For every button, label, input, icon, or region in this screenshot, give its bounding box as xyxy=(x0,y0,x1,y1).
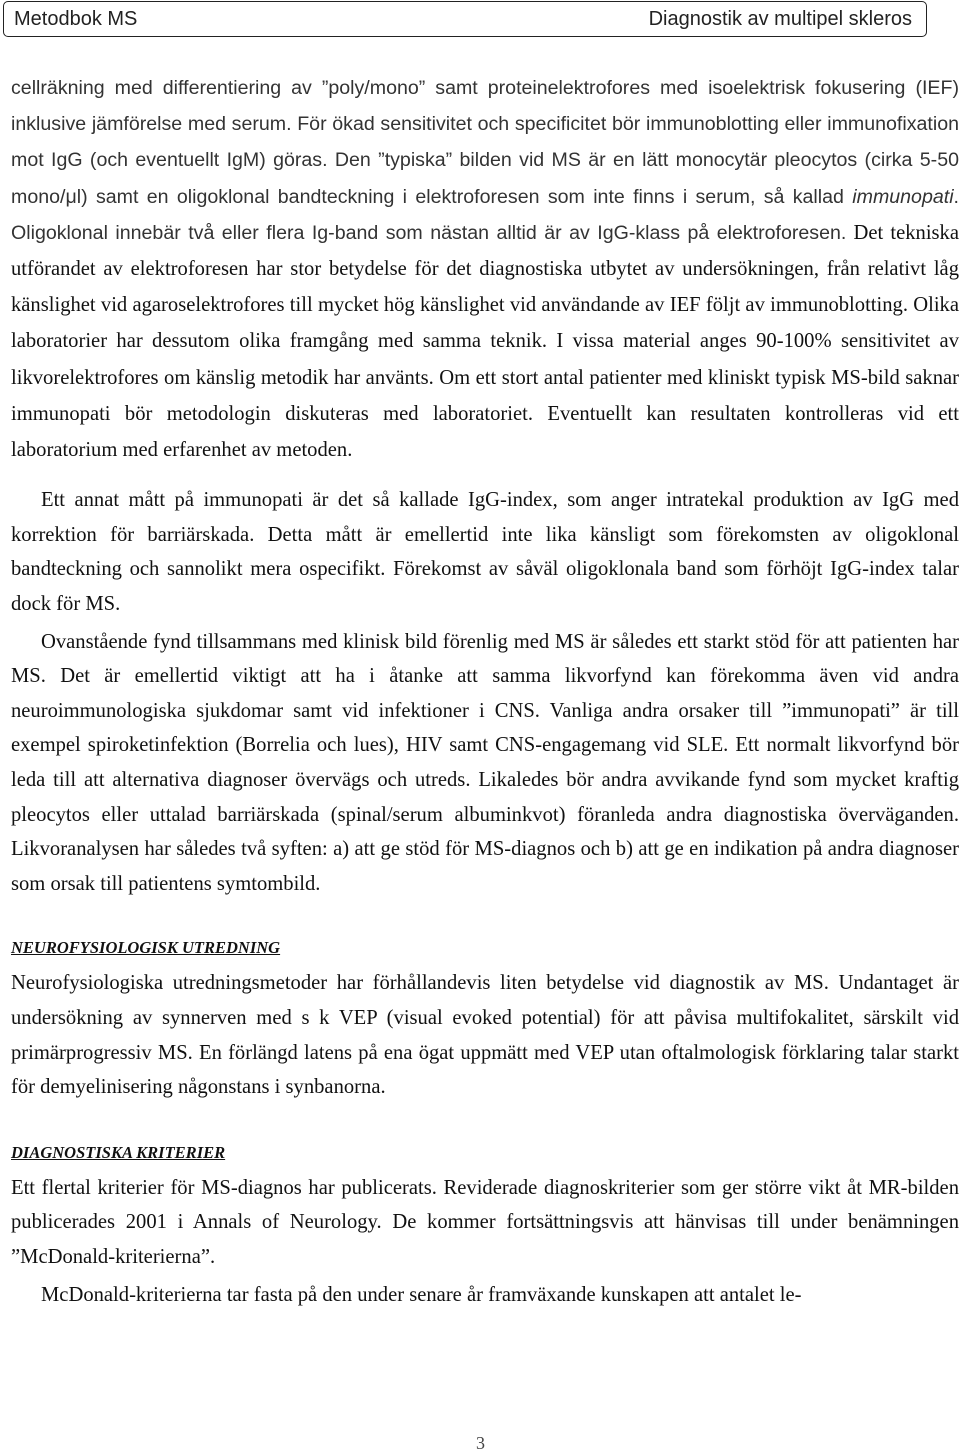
paragraph-text: . Oligoklonal innebär två eller flera Ig-band som nästan alltid är av IgG-klass på elektroforesen. xyxy=(11,185,959,244)
page-number: 3 xyxy=(476,1433,485,1453)
paragraph-igg-index: Ett annat mått på immunopati är det så kallade IgG-index, som anger intratekal produktion av IgG med korrektion för barriärskada. Detta mått är emellertid inte lika känsligt som förekomsten av oligoklonal bandteckning och sannolikt mera ospecifikt. Förekomst av såväl oligoklonala band som förhöjt IgG-index talar dock för MS. xyxy=(11,489,959,616)
paragraph-likvor-analysis xyxy=(11,70,959,468)
header-chapter-title: Diagnostik av multipel skleros xyxy=(648,7,912,30)
section-heading-diagnostiska-kriterier: DIAGNOSTISKA KRITERIER xyxy=(11,1142,226,1162)
page-header xyxy=(3,1,927,37)
paragraph-neurophysiology: Neurofysiologiska utredningsmetoder har förhållandevis liten betydelse vid diagnostik av MS. Undantaget är undersökning av synnerven med s k VEP (visual evoked potential) för att påvisa multifokalitet, särskilt vid primärprogressiv MS. En förlängd latens på ena ögat uppmätt med VEP utan oftalmologisk förklaring talar starkt för demyelinisering någonstans i synbanorna. xyxy=(11,972,959,1099)
section-heading-neurofysiologisk: NEUROFYSIOLOGISK UTREDNING xyxy=(11,938,281,958)
emphasized-term: immunopati xyxy=(852,185,954,208)
paragraph-findings-summary: Ovanstående fynd tillsammans med klinisk bild förenlig med MS är således ett starkt stöd för att patienten har MS. Det är emellertid viktigt att ha i åtanke att samma likvorfynd kan förekomma även vid andra neuroimmunologiska sjukdomar samt vid infektioner i CNS. Vanliga andra orsaker till ”immunopati” är till exempel spiroketinfektion (Borrelia och lues), HIV samt CNS-engagemang vid SLE. Ett normalt likvorfynd bör leda till att alternativa diagnoser övervägs och utreds. Likaledes bör andra avvikande fynd som mycket kraftig pleocytos eller uttalad barriärskada (spinal/serum albuminkvot) föranleda andra diagnostiska överväganden. Likvoranalysen har således två syften: a) att ge stöd för MS-diagnos och b) att ge en indikation på andra diagnoser som orsak till patientens symtombild. xyxy=(11,630,959,895)
paragraph-mcdonald: McDonald-kriterierna tar fasta på den under senare år framväxande kunskapen att antalet le- xyxy=(41,1283,802,1306)
paragraph-criteria: Ett flertal kriterier för MS-diagnos har publicerats. Reviderade diagnoskriterier som ger större vikt åt MR-bilden publicerades 2001 i Annals of Neurology. De kommer fortsättningsvis att hänvisas till under benämningen ”McDonald-kriterierna”. xyxy=(11,1176,959,1268)
page-content xyxy=(11,70,959,1312)
paragraph-text: Det tekniska utförandet av elektroforesen har stor betydelse för det diagnostiska utbytet av undersökningen, från relativt låg känslighet vid agaroselektrofores till mycket hög känslighet vid användande av IEF följt av immunoblotting. Olika laboratorier har dessutom olika framgång med samma teknik. I vissa material anges 90-100% sensitivitet av likvorelektrofores om känslig metodik har använts. Om ett stort antal patienter med kliniskt typisk MS-bild saknar immunopati bör metodologin diskuteras med laboratoriet. Eventuellt kan resultaten kontrolleras vid ett laboratorium med erfarenhet av metoden. xyxy=(11,221,959,462)
header-document-title: Metodbok MS xyxy=(14,7,138,30)
paragraph-text: cellräkning med differentiering av ”poly/mono” samt proteinelektrofores med isoelektrisk fokusering (IEF) inklusive jämförelse med serum. För ökad sensitivitet och specificitet bör immunoblotting eller immunofixation mot IgG (och eventuellt IgM) göras. Den ”typiska” bilden vid MS är en lätt monocytär pleocytos (cirka 5-50 mono/μl) samt en oligoklonal bandteckning i elektroforesen som inte finns i serum, så kallad xyxy=(11,77,959,208)
